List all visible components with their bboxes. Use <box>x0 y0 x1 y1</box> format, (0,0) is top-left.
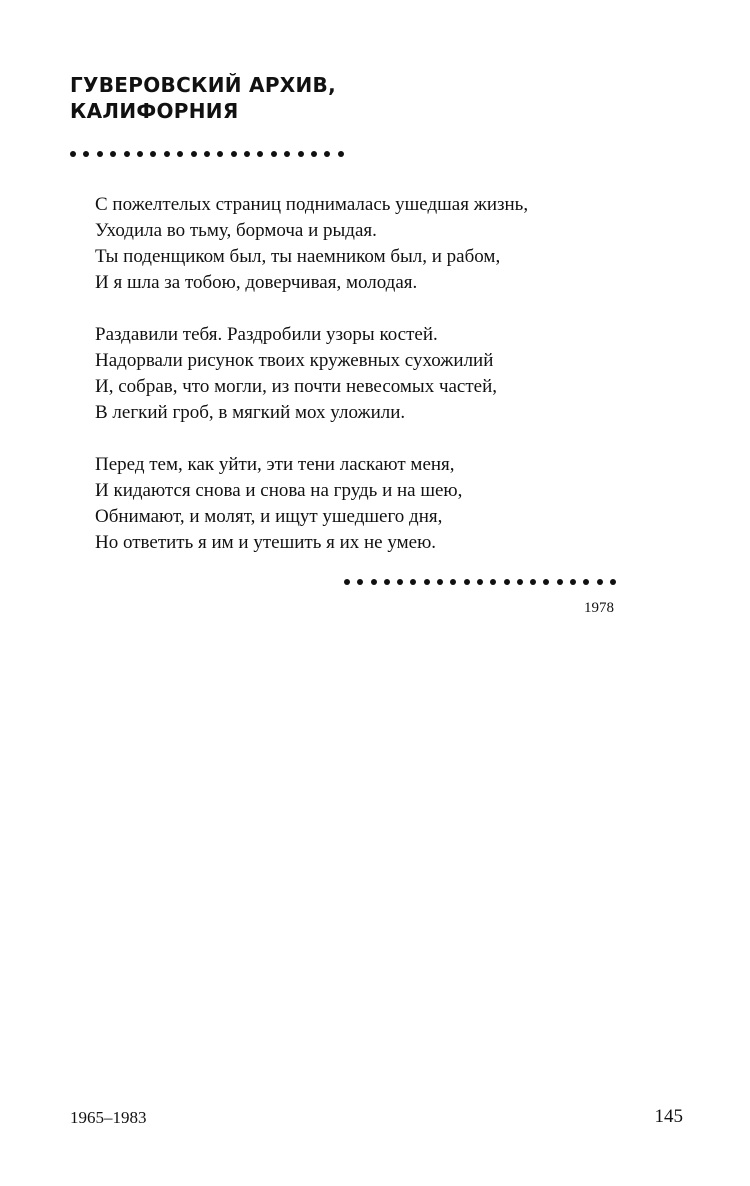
stanza-2 <box>95 322 695 426</box>
running-footer-years: 1965–1983 <box>70 1108 147 1127</box>
separator-dot <box>97 151 103 157</box>
poem-line: Обнимают, и молят, и ищут ушедшего дня, <box>95 506 443 527</box>
poem-line: В легкий гроб, в мягкий мох уложили. <box>95 402 406 423</box>
separator-dot <box>137 151 143 157</box>
separator-dot <box>124 151 130 157</box>
separator-dot <box>610 579 616 585</box>
separator-dot <box>357 579 363 585</box>
poem-title <box>70 72 336 124</box>
separator-dot <box>110 151 116 157</box>
separator-dot <box>164 151 170 157</box>
poem-line: И кидаются снова и снова на грудь и на шею, <box>95 480 463 501</box>
separator-dot <box>570 579 576 585</box>
separator-dot <box>450 579 456 585</box>
separator-dot <box>344 579 350 585</box>
page-number: 145 <box>654 1106 683 1127</box>
poem-line: Надорвали рисунок твоих кружевных сухожилий <box>95 350 494 371</box>
separator-dot <box>543 579 549 585</box>
separator-dot <box>191 151 197 157</box>
separator-dot <box>70 151 76 157</box>
dotted-separator-bottom <box>344 579 616 587</box>
poem-title-line-2: КАЛИФОРНИЯ <box>70 99 239 123</box>
separator-dot <box>410 579 416 585</box>
poem-body <box>95 192 695 582</box>
poem-line: Ты поденщиком был, ты наемником был, и рабом, <box>95 246 501 267</box>
separator-dot <box>557 579 563 585</box>
poem-line: Раздавили тебя. Раздробили узоры костей. <box>95 324 438 345</box>
stanza-1 <box>95 192 695 296</box>
separator-dot <box>517 579 523 585</box>
separator-dot <box>204 151 210 157</box>
dotted-separator-top <box>70 151 344 159</box>
separator-dot <box>271 151 277 157</box>
separator-dot <box>583 579 589 585</box>
stanza-3 <box>95 452 695 556</box>
separator-dot <box>284 151 290 157</box>
poem-line: И я шла за тобою, доверчивая, молодая. <box>95 272 418 293</box>
separator-dot <box>371 579 377 585</box>
separator-dot <box>311 151 317 157</box>
separator-dot <box>338 151 344 157</box>
separator-dot <box>150 151 156 157</box>
separator-dot <box>490 579 496 585</box>
separator-dot <box>424 579 430 585</box>
separator-dot <box>83 151 89 157</box>
separator-dot <box>397 579 403 585</box>
separator-dot <box>597 579 603 585</box>
poem-line: С пожелтелых страниц поднималась ушедшая жизнь, <box>95 194 529 215</box>
poem-title-line-1: ГУВЕРОВСКИЙ АРХИВ, <box>70 73 336 97</box>
separator-dot <box>257 151 263 157</box>
separator-dot <box>298 151 304 157</box>
poem-line: Но ответить я им и утешить я их не умею. <box>95 532 437 553</box>
separator-dot <box>177 151 183 157</box>
separator-dot <box>437 579 443 585</box>
poem-date: 1978 <box>584 600 614 616</box>
separator-dot <box>384 579 390 585</box>
poem-line: Перед тем, как уйти, эти тени ласкают меня, <box>95 454 455 475</box>
separator-dot <box>231 151 237 157</box>
separator-dot <box>530 579 536 585</box>
separator-dot <box>504 579 510 585</box>
poem-line: И, собрав, что могли, из почти невесомых частей, <box>95 376 498 397</box>
separator-dot <box>464 579 470 585</box>
separator-dot <box>324 151 330 157</box>
separator-dot <box>477 579 483 585</box>
separator-dot <box>217 151 223 157</box>
separator-dot <box>244 151 250 157</box>
poem-line: Уходила во тьму, бормоча и рыдая. <box>95 220 377 241</box>
